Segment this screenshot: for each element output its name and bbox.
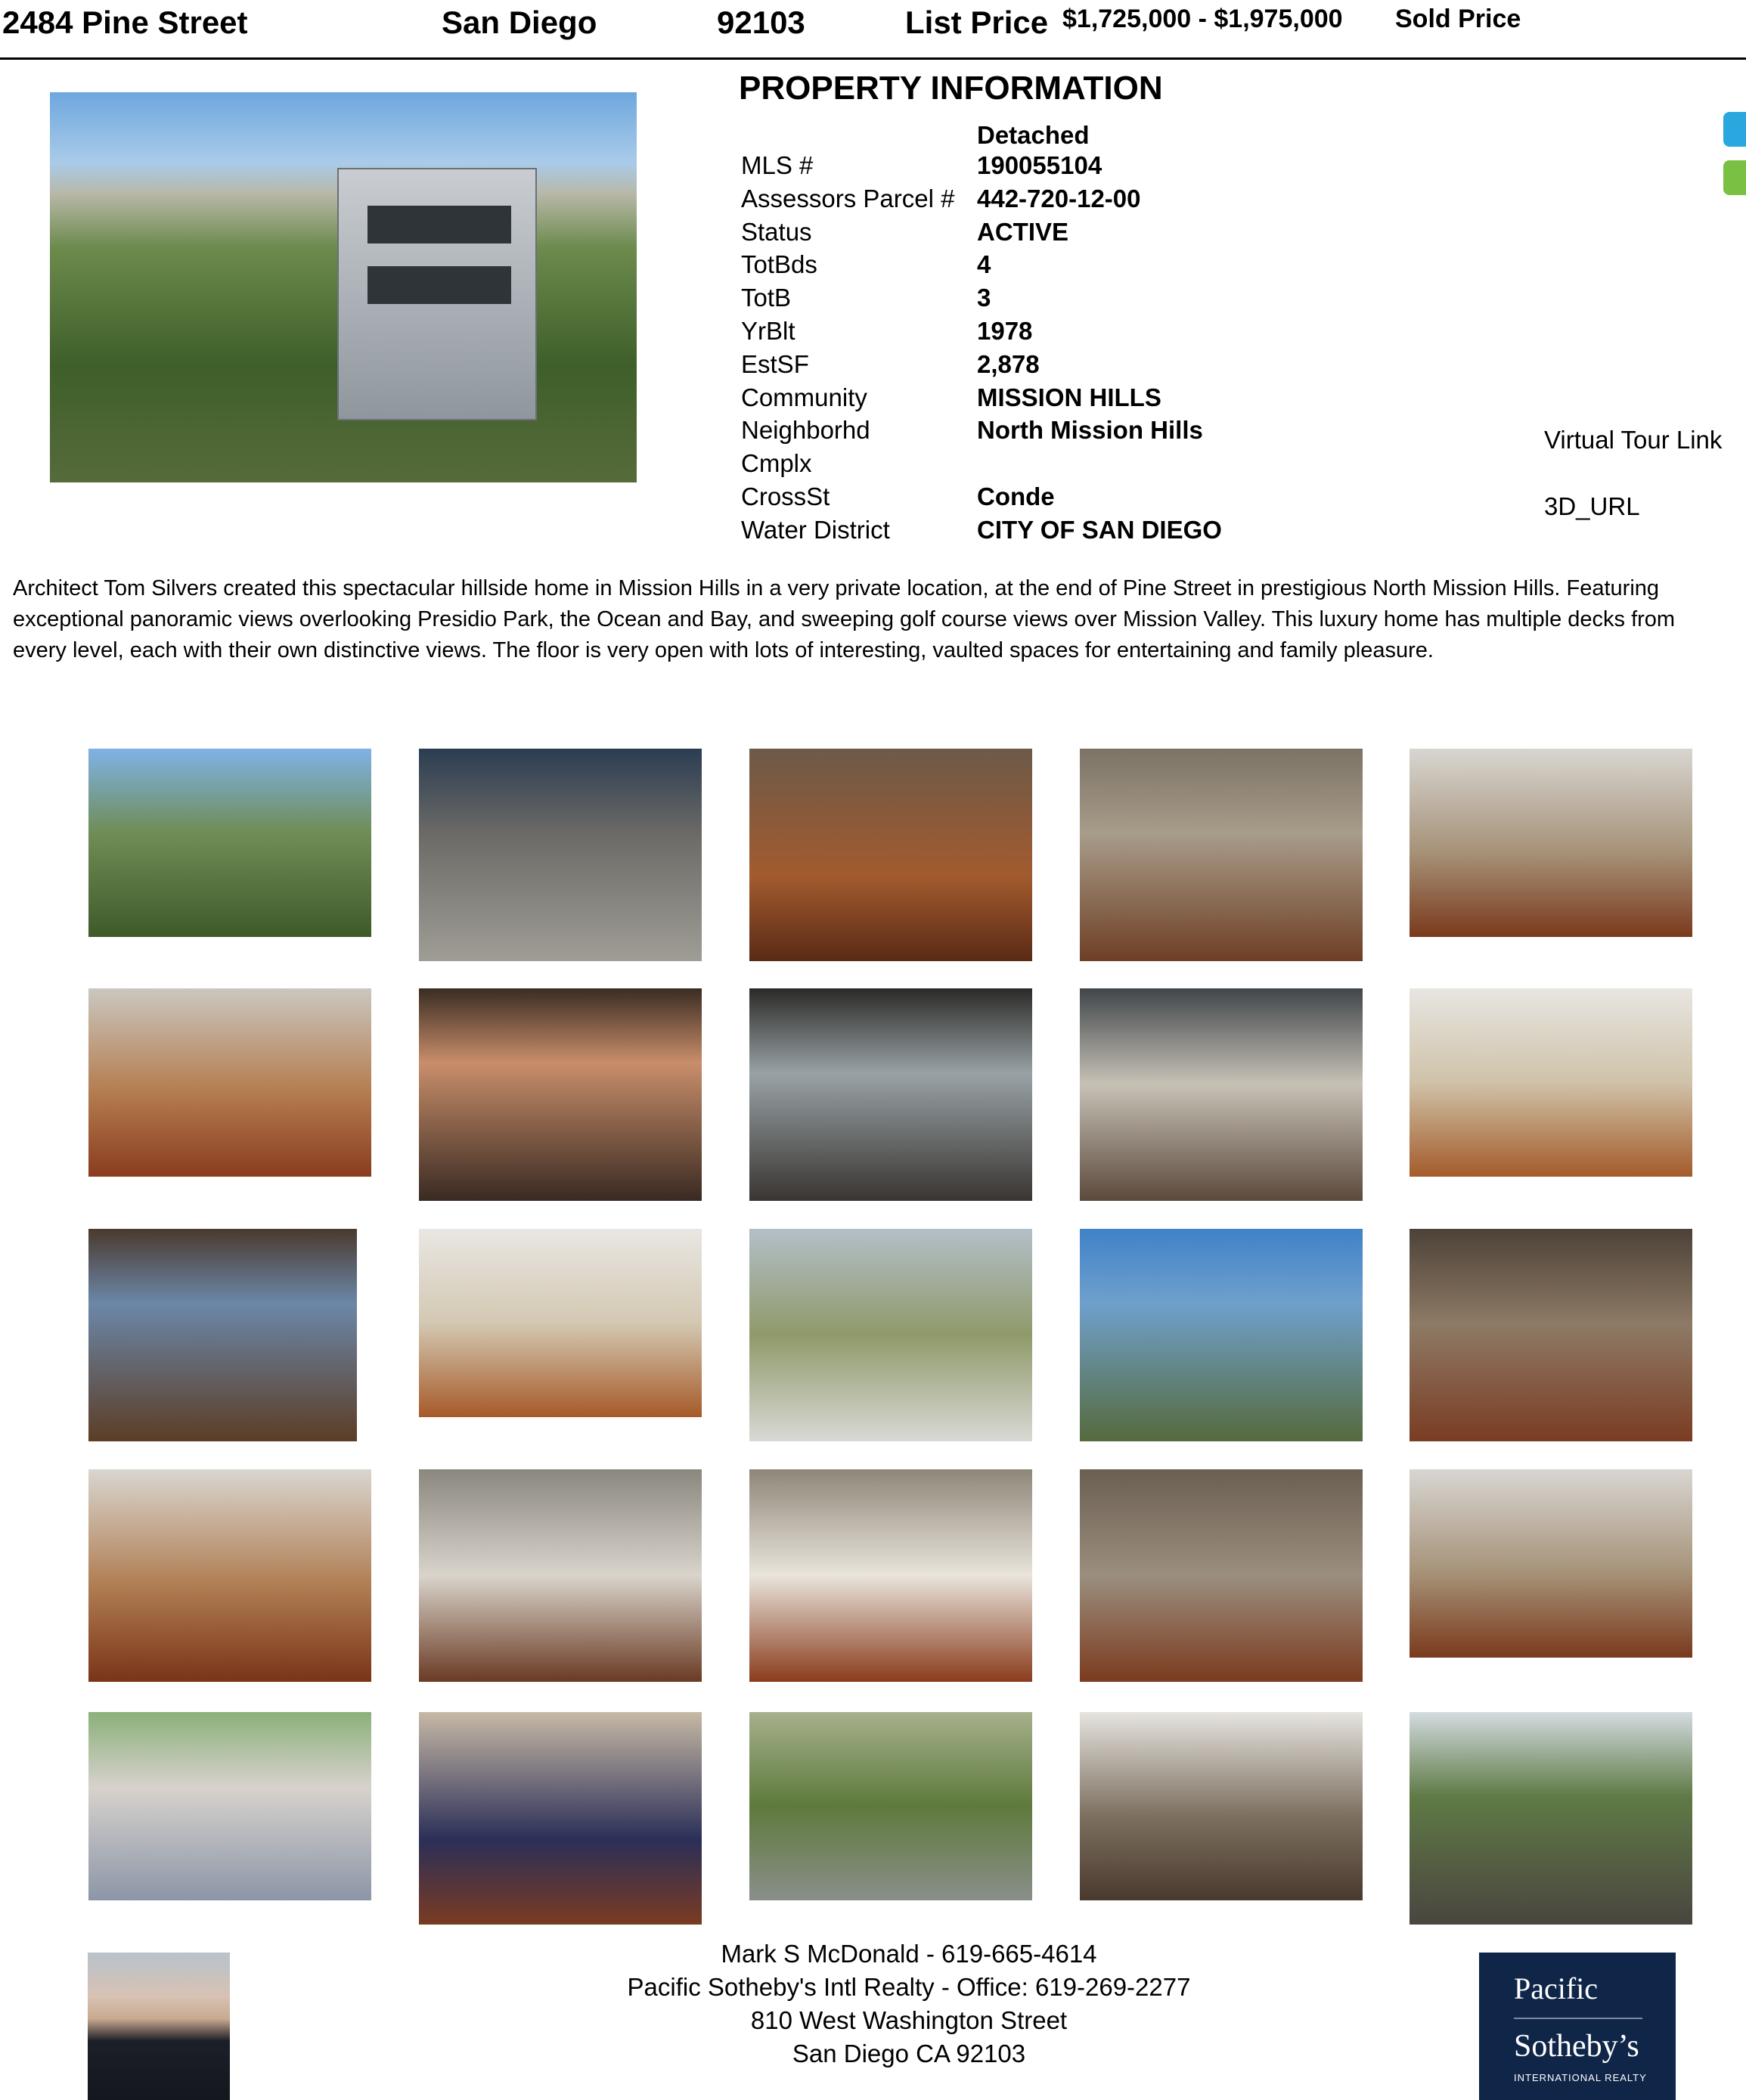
- property-row-label: YrBlt: [741, 317, 795, 345]
- gallery-photo[interactable]: [749, 1469, 1032, 1682]
- gallery-photo[interactable]: [1080, 749, 1363, 961]
- gallery-photo[interactable]: [1080, 988, 1363, 1201]
- virtual-tour-link[interactable]: Virtual Tour Link: [1544, 426, 1723, 454]
- gallery-photo[interactable]: [88, 988, 371, 1177]
- 3d-url-link[interactable]: 3D_URL: [1544, 492, 1640, 520]
- property-row-label: CrossSt: [741, 482, 830, 510]
- zip: 92103: [717, 5, 805, 40]
- gallery-photo[interactable]: [1410, 1712, 1692, 1925]
- gallery-photo[interactable]: [419, 749, 702, 961]
- gallery-photo[interactable]: [749, 1712, 1032, 1900]
- header-rule: [0, 57, 1746, 60]
- list-price-label: List Price: [905, 5, 1049, 40]
- gallery-photo[interactable]: [419, 1229, 702, 1417]
- property-row-value: Conde: [977, 482, 1055, 510]
- agent-photo: [88, 1953, 230, 2100]
- gallery-photo[interactable]: [1080, 1712, 1363, 1900]
- sothebys-logo: [1479, 1953, 1676, 2100]
- property-row-value: ACTIVE: [977, 217, 1069, 246]
- logo-line-pacific: Pacific: [1514, 1971, 1599, 2005]
- address: 2484 Pine Street: [2, 5, 248, 40]
- property-row-label: TotBds: [741, 250, 817, 279]
- property-row-label: Assessors Parcel #: [741, 184, 955, 212]
- main-property-photo[interactable]: [50, 92, 637, 482]
- property-row-label: Status: [741, 217, 812, 246]
- gallery-photo[interactable]: [749, 988, 1032, 1201]
- m-badge-icon[interactable]: [1723, 112, 1746, 147]
- agent-office: Pacific Sotheby's Intl Realty - Office: 619-269-2277: [627, 1973, 1191, 2001]
- property-row-value: 442-720-12-00: [977, 184, 1141, 212]
- property-type: Detached: [977, 121, 1090, 149]
- gallery-photo[interactable]: [1410, 749, 1692, 937]
- gallery-photo[interactable]: [1080, 1229, 1363, 1441]
- property-row-label: Neighborhd: [741, 416, 870, 445]
- property-row-value: North Mission Hills: [977, 416, 1203, 445]
- gallery-photo[interactable]: [749, 749, 1032, 961]
- gallery-photo[interactable]: [88, 1712, 371, 1900]
- gallery-photo[interactable]: [88, 1469, 371, 1682]
- gallery-photo[interactable]: [749, 1229, 1032, 1441]
- agent-city: San Diego CA 92103: [792, 2040, 1026, 2067]
- gallery-photo[interactable]: [1410, 1469, 1692, 1658]
- property-description: Architect Tom Silvers created this spectacular hillside home in Mission Hills in a very private location, at the end of Pine Street in prestigious North Mission Hills. Featuring exceptional panoramic views overlooking Presidio Park, the Ocean and Bay, and sweeping golf course views over Mission Valley. This luxury home has multiple decks from every level, each with their own distinctive views. The floor is very open with lots of interesting, vaulted spaces for entertaining and family pleasure.: [13, 576, 1676, 662]
- property-row-label: Cmplx: [741, 449, 812, 478]
- list-price: $1,725,000 - $1,975,000: [1062, 5, 1343, 33]
- agent-street: 810 West Washington Street: [750, 2006, 1068, 2034]
- share-badge-icon[interactable]: [1723, 160, 1746, 195]
- city: San Diego: [442, 5, 597, 40]
- sold-price-label: Sold Price: [1395, 5, 1521, 33]
- property-row-value: MISSION HILLS: [977, 383, 1161, 411]
- property-row-value: 190055104: [977, 151, 1102, 179]
- logo-line-sothebys: Sotheby’s: [1514, 2029, 1639, 2064]
- gallery-photo[interactable]: [1080, 1469, 1363, 1682]
- gallery-photo[interactable]: [419, 1712, 702, 1925]
- property-row-value: 1978: [977, 317, 1033, 345]
- property-row-label: EstSF: [741, 349, 809, 378]
- property-row-label: Water District: [741, 515, 890, 544]
- property-row-label: Community: [741, 383, 867, 411]
- logo-rule: [1514, 2018, 1642, 2019]
- property-row-value: 2,878: [977, 349, 1040, 378]
- gallery-photo[interactable]: [88, 1229, 357, 1441]
- property-row-label: TotB: [741, 284, 792, 312]
- house-window: [367, 266, 511, 304]
- gallery-photo[interactable]: [88, 749, 371, 937]
- gallery-photo[interactable]: [1410, 988, 1692, 1177]
- property-info-title: PROPERTY INFORMATION: [739, 70, 1163, 107]
- house-window: [367, 206, 511, 244]
- gallery-photo[interactable]: [1410, 1229, 1692, 1441]
- gallery-photo[interactable]: [419, 988, 702, 1201]
- property-row-value: 4: [977, 250, 991, 279]
- property-row-value: CITY OF SAN DIEGO: [977, 515, 1222, 544]
- logo-line-intl: INTERNATIONAL REALTY: [1514, 2072, 1647, 2083]
- property-row-value: 3: [977, 284, 991, 312]
- gallery-photo[interactable]: [419, 1469, 702, 1682]
- property-row-label: MLS #: [741, 151, 814, 179]
- agent-name-phone: Mark S McDonald - 619-665-4614: [721, 1940, 1097, 1968]
